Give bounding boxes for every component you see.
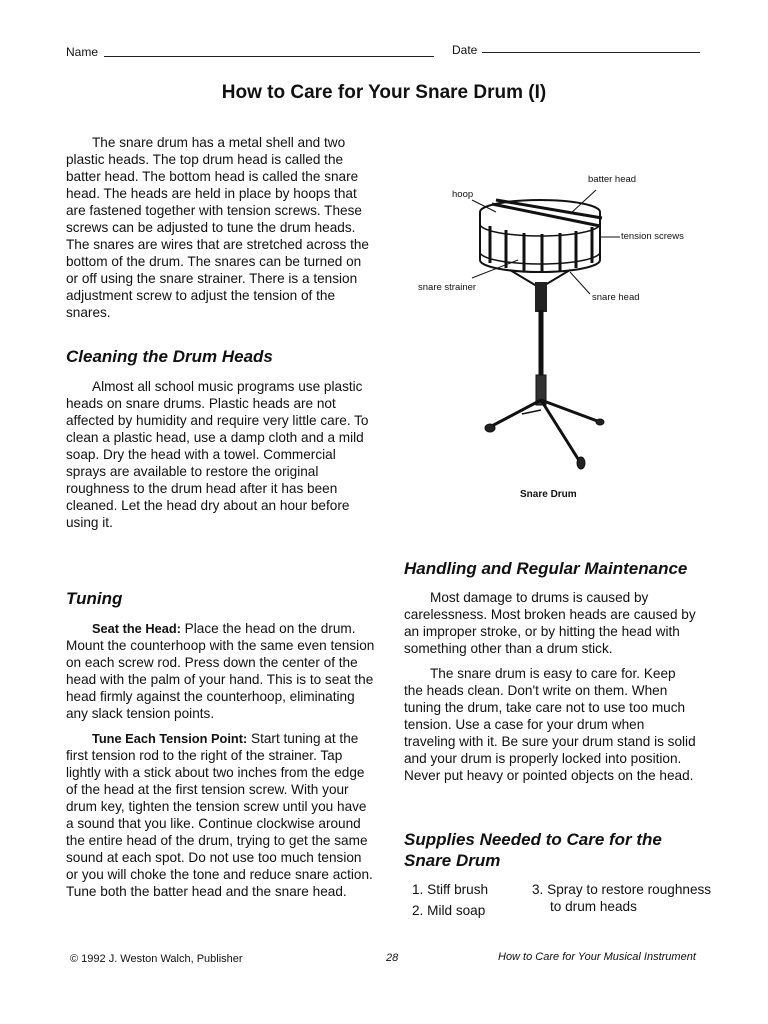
tune-paragraph <box>66 730 376 900</box>
label-snare-strainer: snare strainer <box>418 282 477 293</box>
handling-paragraph-2 <box>404 665 696 784</box>
tuning-heading: Tuning <box>66 589 123 608</box>
supplies-heading-line-2: Snare Drum <box>404 851 501 870</box>
footer-copyright: © 1992 J. Weston Walch, Publisher <box>70 953 243 965</box>
drum-body <box>480 200 602 312</box>
footer-book-title: How to Care for Your Musical Instrument <box>498 951 696 963</box>
intro-text: The snare drum has a metal shell and two plastic heads. The top drum head is called the batter head. The bottom head is called the snare head. The heads are held in place by hoops that are fastened together with tension screws. These screws can be adjusted to tune the drum heads. The snares are wires that are stretched across the bottom of the drum. The snares can be turned on or off using the snare strainer. There is a tension adjustment screw to adjust the tension of the snares. <box>66 135 369 320</box>
supply-item-3-text: Spray to restore roughness to drum heads <box>547 882 712 914</box>
seat-lead: Seat the Head: <box>92 621 181 636</box>
supply-item-1 <box>412 881 522 898</box>
intro-paragraph <box>66 134 376 321</box>
handling-paragraph-1 <box>404 589 696 657</box>
date-field-line[interactable] <box>482 52 700 53</box>
intro-section <box>66 134 376 321</box>
supply-item-2-text: Mild soap <box>427 903 486 918</box>
name-field-line[interactable] <box>104 56 434 57</box>
footer-page-number: 28 <box>386 952 399 964</box>
name-label: Name <box>66 45 99 59</box>
handling-heading: Handling and Regular Maintenance <box>404 559 688 578</box>
supplies-heading-line-1: Supplies Needed to Care for the <box>404 830 662 849</box>
tune-lead: Tune Each Tension Point: <box>92 731 248 746</box>
supply-item-2 <box>412 902 522 919</box>
figure-caption: Snare Drum <box>520 489 577 500</box>
cleaning-text: Almost all school music programs use plastic heads on snare drums. Plastic heads are not affected by humidity and require very little care. To clean a plastic head, use a damp cloth and a mild soap. Dry the head with a towel. Commercial sprays are available to restore the original roughness to the drum head after it has been cleaned. Let the head dry about an hour before using it. <box>66 379 369 530</box>
label-hoop: hoop <box>452 189 474 200</box>
supplies-section <box>404 829 704 871</box>
supply-item-1-num: 1. <box>412 882 424 897</box>
supply-item-2-num: 2. <box>412 903 424 918</box>
handling-text-1: Most damage to drums is caused by carelessness. Most broken heads are caused by an improper stroke, or by hitting the head with something other than a drum stick. <box>404 590 696 656</box>
handling-section <box>404 558 696 784</box>
cleaning-heading: Cleaning the Drum Heads <box>66 347 273 366</box>
snare-drum-figure <box>410 160 710 500</box>
label-snare-head: snare head <box>592 292 640 303</box>
tuning-section <box>66 588 376 900</box>
handling-text-2: The snare drum is easy to care for. Keep the heads clean. Don't write on them. When tuning the drum, take care not to use too much tension. Use a case for your drum when traveling with it. Be sure your drum stand is solid and your drum is properly locked into position. Never put heavy or pointed objects on the head. <box>404 666 696 783</box>
cleaning-paragraph <box>66 378 376 531</box>
supply-item-3 <box>532 881 718 915</box>
seat-paragraph <box>66 620 376 722</box>
seat-text: Place the head on the drum. Mount the counterhoop with the same even tension on each screw rod. Press down the center of the head with the palm of your hand. This is to seat the head firmly against the counterhoop, eliminating any slack tension points. <box>66 621 375 721</box>
drum-stand <box>485 310 604 469</box>
label-batter-head: batter head <box>588 174 637 185</box>
supply-item-1-text: Stiff brush <box>427 882 489 897</box>
page-title: How to Care for Your Snare Drum (I) <box>221 82 547 103</box>
date-label: Date <box>452 43 478 57</box>
snare-drum-illustration <box>410 160 710 500</box>
supply-item-3-num: 3. <box>532 882 544 897</box>
cleaning-section <box>66 346 376 531</box>
label-tension-screws: tension screws <box>621 231 684 242</box>
tune-text: Start tuning at the first tension rod to the right of the strainer. Tap lightly with a stick about two inches from the edge of the head at the first tension screw. With your drum key, tighten the tension screw until you have a sound that you like. Continue clockwise around the entire head of the drum, trying to get the same sound at each spot. Do not use too much tension or you will choke the tone and reduce snare action. Tune both the batter head and the snare head. <box>66 731 373 899</box>
